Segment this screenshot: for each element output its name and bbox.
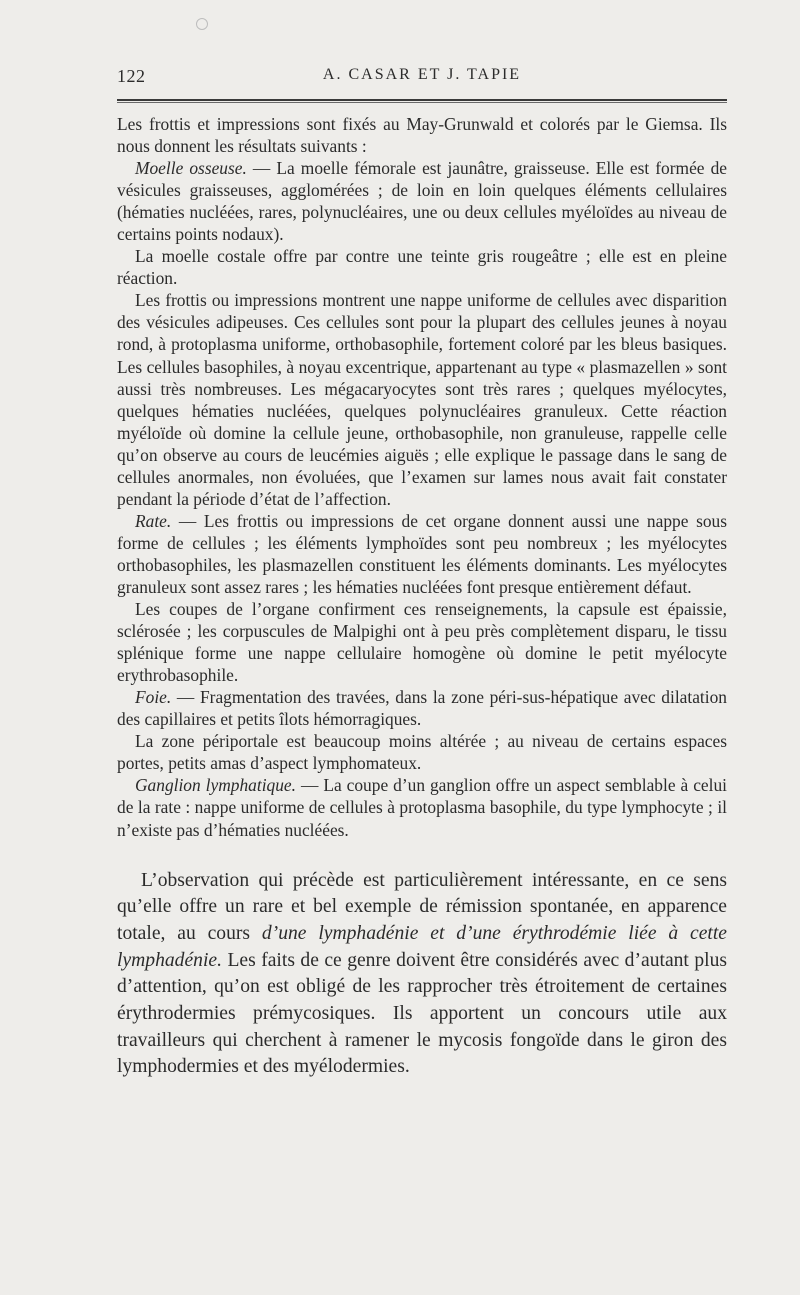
observation-notes — [117, 113, 727, 841]
paragraph-zone-periportale — [117, 730, 727, 774]
running-head: A. CASAR ET J. TAPIE — [322, 66, 522, 83]
header-rule-thin — [117, 102, 727, 103]
paragraph-moelle-costale — [117, 245, 727, 289]
paragraph-rate — [117, 510, 727, 598]
paragraph-text: Les frottis et impressions sont fixés au May-Grunwald et colorés par le Giemsa. Ils nous donnent les résultats suivants : — [117, 114, 727, 157]
paragraph-moelle-osseuse — [117, 157, 727, 245]
header-rule — [117, 99, 727, 101]
page-speck — [196, 18, 208, 30]
conclusion-text: L’observation qui précède est particulièrement intéressante, en ce sens qu’elle offre un rare et bel exemple de rémission spontanée, en apparence totale, au cours — [117, 869, 727, 944]
paragraph-fixation — [117, 113, 727, 157]
paragraph-text: — Fragmentation des travées, dans la zone péri-sus-hépatique avec dilatation des capillaires et petits îlots hémorragiques. — [117, 687, 727, 730]
paragraph-foie — [117, 686, 727, 730]
paragraph-text: Les frottis ou impressions montrent une nappe uniforme de cellules avec disparition des vésicules adipeuses. Ces cellules sont pour la plupart des cellules jeunes à noyau rond, à protoplasma uniforme, orthobasophile, fortement coloré par les bleus basiques. Les cellules basophiles, à noyau excentrique, appartenant au type « plasmazellen » sont aussi très nombreuses. Les mégacaryocytes sont très rares ; quelques myélocytes, quelques hématies nucléées, quelques polynucléaires granuleux. Cette réaction myéloïde où domine la cellule jeune, orthobasophile, non granuleuse, rappelle celle qu’on observe au cours de leucémies aiguës ; elle explique le passage dans le sang de cellules anormales, non évoluées, que l’examen sur lames nous avait fait constater pendant la période d’état de l’affection. — [117, 290, 727, 509]
paragraph-text: — La moelle fémorale est jaunâtre, graisseuse. Elle est formée de vésicules graisseuses, agglomérées ; de loin en loin quelques éléments cellulaires (hématies nucléées, rares, polynucléaires, une ou deux cellules myéloïdes au niveau de certains points nodaux). — [117, 158, 727, 245]
paragraph-text: La moelle costale offre par contre une teinte gris rougeâtre ; elle est en pleine réaction. — [117, 246, 727, 289]
paragraph-text: Les coupes de l’organe confirment ces renseignements, la capsule est épaissie, sclérosée ; les corpuscules de Malpighi ont à peu près complètement disparu, le tissu splénique forme une nappe cellulaire homogène où domine le petit myélocyte erythrobasophile. — [117, 599, 727, 686]
section-lead: Moelle osseuse. — [135, 158, 247, 179]
section-lead: Rate. — [135, 510, 172, 531]
section-lead: Foie. — [135, 687, 172, 708]
paragraph-coupes — [117, 598, 727, 686]
conclusion-text: Les faits de ce genre doivent être considérés avec d’autant plus d’attention, qu’on est obligé de les rapprocher très étroitement de certaines érythrodermies prémycosiques. Ils apportent un concours utile aux travailleurs qui cherchent à ramener le mycosis fongoïde dans le giron des lymphodermies et des myélodermies. — [117, 949, 727, 1078]
paragraph-text: La zone périportale est beaucoup moins altérée ; au niveau de certains espaces portes, petits amas d’aspect lymphomateux. — [117, 731, 727, 774]
page-header — [117, 66, 727, 90]
page-body — [117, 113, 727, 1081]
paragraph-frottis — [117, 289, 727, 509]
section-lead: Ganglion lymphatique. — [135, 775, 296, 796]
paragraph-text: — La coupe d’un ganglion offre un aspect semblable à celui de la rate : nappe uniforme de cellules à protoplasma basophile, du type lymphocyte ; il n’existe pas d’hématies nucléées. — [117, 775, 727, 840]
conclusion-italic: d’une lymphadénie et d’une érythrodémie liée à cette lymphadénie. — [117, 922, 727, 971]
page-number: 122 — [117, 66, 146, 86]
paragraph-text: — Les frottis ou impressions de cet organe donnent aussi une nappe sous forme de cellules ; les éléments lymphoïdes sont peu nombreux ; les myélocytes orthobasophiles, les plasmazellen constituent les éléments dominants. Les myélocytes granuleux sont assez rares ; les hématies nucléées font presque entièrement défaut. — [117, 510, 727, 597]
conclusion-paragraph — [117, 868, 727, 1082]
paragraph-ganglion — [117, 774, 727, 840]
conclusion-section — [117, 868, 727, 1082]
